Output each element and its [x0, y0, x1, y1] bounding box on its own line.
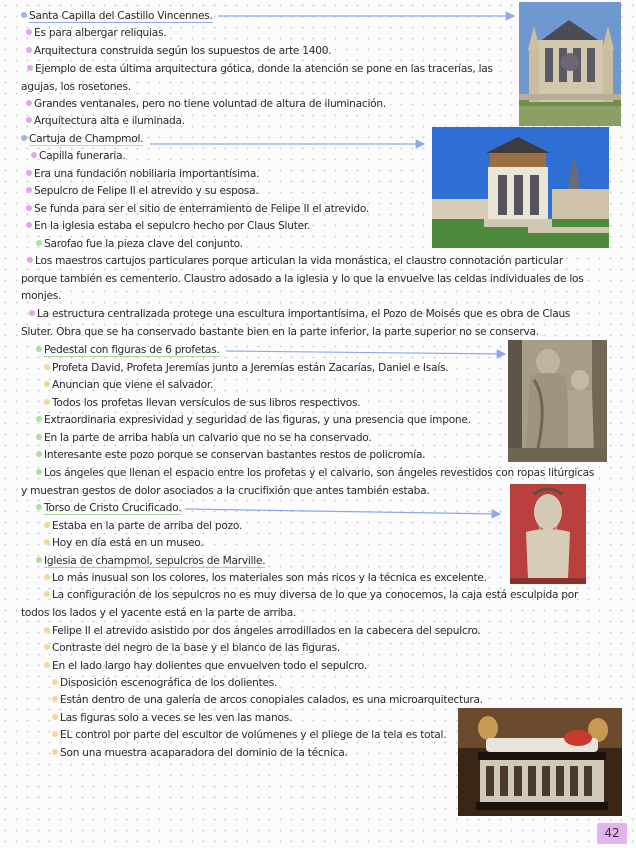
list-item: EL control por parte del escultor de volúmenes y el pliege de la tela es total. — [52, 727, 446, 744]
list-item: Sarofao fue la pieza clave del conjunto. — [36, 236, 243, 253]
list-item: Lo más inusual son los colores, los materiales son más ricos y la técnica es excelente. — [44, 570, 487, 587]
list-item: Disposición escenográfica de los dolientes. — [52, 675, 277, 692]
list-item: En la iglesia estaba el sepulcro hecho por Claus Sluter. — [26, 218, 310, 235]
subheading-sepulcros: Iglesia de champmol, sepulcros de Marville. — [36, 553, 265, 570]
list-item: En la parte de arriba había un calvario que no se ha conservado. — [36, 430, 371, 447]
pozo-moises-image — [508, 340, 607, 462]
list-item: Hoy en día está en un museo. — [44, 535, 203, 552]
heading-santa-capilla: Santa Capilla del Castillo Vincennes. — [21, 8, 213, 25]
champmol-image — [432, 127, 609, 248]
list-item: Arquitectura construida según los supuestos de arte 1400. — [26, 43, 331, 60]
heading-cartuja: Cartuja de Champmol. — [21, 131, 143, 148]
list-item: Son una muestra acaparadora del dominio de la técnica. — [52, 745, 348, 762]
subheading-torso: Torso de Cristo Crucificado. — [36, 500, 181, 517]
photo-champmol — [432, 127, 609, 248]
page-number: 42 — [597, 823, 627, 844]
list-item: La configuración de los sepulcros no es muy diversa de lo que ya conocemos, la caja está esculpida por todos los lados y el yacente está en la parte de arriba. — [21, 589, 579, 619]
list-item: Capilla funeraria. — [31, 148, 125, 165]
list-item: Sepulcro de Felipe II el atrevido y su esposa. — [26, 183, 258, 200]
photo-sainte-chapelle — [519, 2, 621, 126]
list-item: Profeta David, Profeta Jeremías junto a Jeremías están Zacarías, Daniel e Isaís. — [44, 360, 448, 377]
list-item: Es para albergar reliquias. — [26, 25, 166, 42]
list-item: Ejemplo de esta última arquitectura gótica, donde la atención se pone en las tracerías, las agujas, los rosetones. — [21, 63, 493, 93]
photo-pozo-moises — [508, 340, 607, 462]
sepulcro-image — [458, 708, 622, 816]
list-item: Era una fundación nobiliaria importantísima. — [26, 166, 259, 183]
list-item: Arquitectura alta e iluminada. — [26, 113, 185, 130]
list-item: Anuncian que viene el salvador. — [44, 377, 213, 394]
list-item: Extraordinaria expresividad y seguridad de las figuras, y una presencia que impone. — [36, 412, 471, 429]
arrow-pedestal — [226, 351, 505, 354]
subheading-pedestal: Pedestal con figuras de 6 profetas. — [36, 342, 220, 359]
sainte-chapelle-image — [519, 2, 621, 126]
list-item: Las figuras solo a veces se les ven las manos. — [52, 710, 292, 727]
list-item: Contraste del negro de la base y el blanco de las figuras. — [44, 640, 340, 657]
list-item: Están dentro de una galería de arcos conopiales calados, es una microarquitectura. — [52, 692, 483, 709]
list-item: Felipe II el atrevido asistido por dos ángeles arrodillados en la cabecera del sepulcro. — [44, 623, 481, 640]
list-item: Todos los profetas llevan versículos de sus libros respectivos. — [44, 395, 360, 412]
list-item: La estructura centralizada protege una escultura importantísima, el Pozo de Moisés que es obra de Claus Sluter. Obra que se ha conservado bastante bien en la parte inferior, la parte superior no se conserva. — [21, 308, 571, 338]
list-item: Grandes ventanales, pero no tiene voluntad de altura de iluminación. — [26, 96, 386, 113]
arrow-torso — [185, 509, 500, 514]
list-item: En el lado largo hay dolientes que envuelven todo el sepulcro. — [44, 658, 367, 675]
list-item: Los ángeles que llenan el espacio entre los profetas y el calvario, son ángeles revestidos con ropas litúrgicas y muestran gestos de dolor asociados a la crucifixión que antes también estaba. — [21, 467, 595, 497]
list-item: Estaba en la parte de arriba del pozo. — [44, 518, 242, 535]
list-item: Interesante este pozo porque se conservan bastantes restos de policromía. — [36, 447, 425, 464]
bullet-dot — [21, 12, 27, 18]
photo-sepulcro — [458, 708, 622, 816]
list-item: Los maestros cartujos particulares porque articulan la vida monástica, el claustro connotación particular porque también es cementerio. Claustro adosado a la iglesia y lo que la envuelve las celdas individuales de los monjes. — [21, 255, 584, 302]
list-item: Se funda para ser el sitio de enterramiento de Felipe II el atrevido. — [26, 201, 369, 218]
